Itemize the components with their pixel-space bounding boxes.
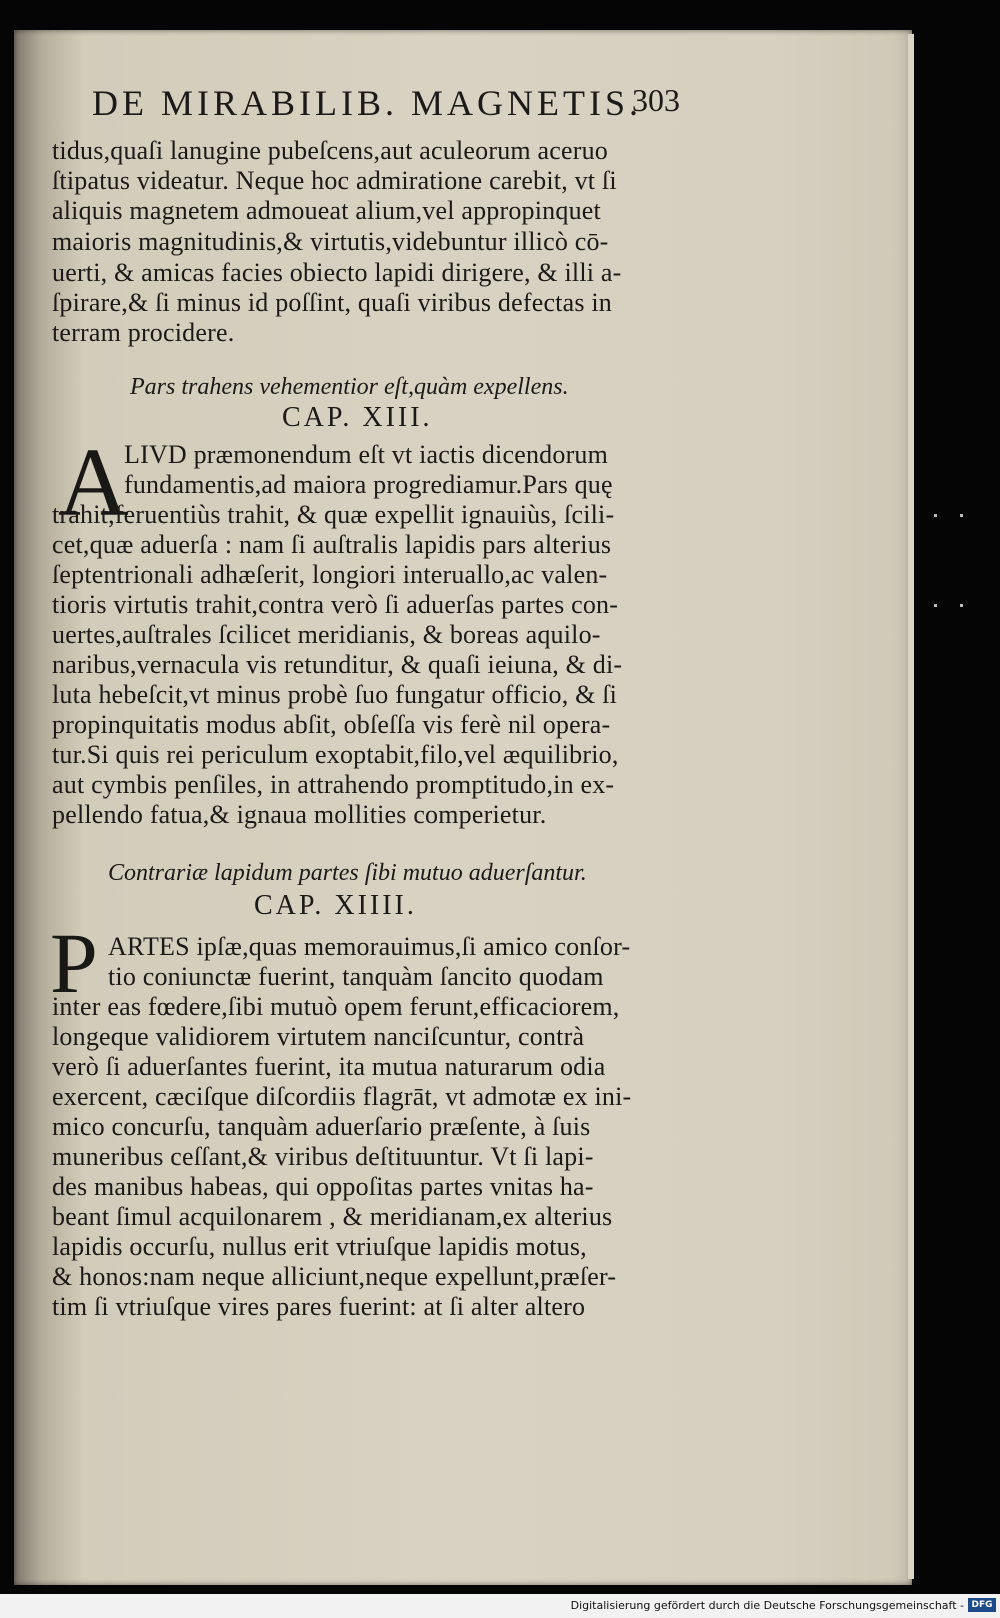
scan-speck bbox=[960, 514, 963, 517]
text-line: aut cymbis penſiles, in attrahendo promptitudo,in ex- bbox=[52, 770, 615, 799]
page-number: 303 bbox=[632, 82, 680, 118]
text-line: fundamentis,ad maiora progrediamur.Pars quę bbox=[124, 470, 613, 499]
text-line: ARTES ipſæ,quas memorauimus,ſi amico conſor- bbox=[108, 932, 631, 961]
chapter-rubric: Pars trahens vehementior eſt,quàm expellens. bbox=[130, 374, 569, 400]
text-line: des manibus habeas, qui oppoſitas partes vnitas ha- bbox=[52, 1172, 594, 1201]
text-line: tim ſi vtriuſque vires pares fuerint: at ſi alter altero bbox=[52, 1292, 586, 1321]
text-line: mico concurſu, tanquàm aduerſario præſente, à ſuis bbox=[52, 1112, 591, 1141]
text-line: tioris virtutis trahit,contra verò ſi aduerſas partes con- bbox=[52, 590, 619, 619]
drop-capital: P bbox=[50, 915, 98, 1011]
text-line: uertes,auſtrales ſcilicet meridianis, & boreas aquilo- bbox=[52, 620, 601, 649]
text-line: cet,quæ aduerſa : nam ſi auſtralis lapidis pars alterius bbox=[52, 530, 612, 559]
text-line: lapidis occurſu, nullus erit vtriuſque lapidis motus, bbox=[52, 1232, 587, 1261]
scan-speck bbox=[960, 604, 963, 607]
scan-speck bbox=[934, 604, 937, 607]
text-line: luta hebeſcit,vt minus probè ſuo fungatur officio, & ſi bbox=[52, 680, 618, 709]
chapter-heading: CAP. XIIII. bbox=[254, 890, 417, 921]
running-title: DE MIRABILIB. MAGNETIS. bbox=[92, 83, 642, 123]
text-line: tur.Si quis rei periculum exoptabit,filo,vel æquilibrio, bbox=[52, 740, 619, 769]
text-line: uerti, & amicas facies obiecto lapidi dirigere, & illi a- bbox=[52, 258, 622, 287]
text-line: ſeptentrionali adhæſerit, longiori interuallo,ac valen- bbox=[52, 560, 608, 589]
drop-capital: A bbox=[58, 429, 129, 537]
text-line: & honos:nam neque alliciunt,neque expellunt,præſer- bbox=[52, 1262, 617, 1291]
dfg-logo: DFG bbox=[968, 1598, 996, 1612]
text-line: terram procidere. bbox=[52, 318, 235, 347]
text-line: verò ſi aduerſantes fuerint, ita mutua naturarum odia bbox=[52, 1052, 606, 1081]
text-line: maioris magnitudinis,& virtutis,videbuntur illicò cō- bbox=[52, 227, 609, 256]
text-line: beant ſimul acquilonarem , & meridianam,ex alterius bbox=[52, 1202, 613, 1231]
text-line: trahit,feruentiùs trahit, & quæ expellit ignauiùs, ſcili- bbox=[52, 500, 615, 529]
text-line: tidus,quaſi lanugine pubeſcens,aut aculeorum aceruo bbox=[52, 136, 609, 165]
funding-credit: Digitalisierung gefördert durch die Deutsche Forschungsgemeinschaft - bbox=[570, 1599, 964, 1612]
page-edge bbox=[908, 34, 914, 1579]
text-line: naribus,vernacula vis retunditur, & quaſi ieiuna, & di- bbox=[52, 650, 623, 679]
text-line: ſpirare,& ſi minus id poſſint, quaſi viribus defectas in bbox=[52, 288, 612, 317]
scan-speck bbox=[934, 514, 937, 517]
text-line: tio coniunctæ fuerint, tanquàm ſancito quodam bbox=[108, 962, 604, 991]
text-line: aliquis magnetem admoueat alium,vel appropinquet bbox=[52, 196, 601, 225]
text-line: exercent, cæciſque diſcordiis flagrāt, vt admotæ ex ini- bbox=[52, 1082, 632, 1111]
text-line: inter eas fœdere,ſibi mutuò opem ferunt,efficaciorem, bbox=[52, 992, 620, 1021]
text-line: pellendo fatua,& ignaua mollities comperietur. bbox=[52, 800, 547, 829]
text-line: ſtipatus videatur. Neque hoc admiratione carebit, vt ſi bbox=[52, 166, 617, 195]
chapter-heading: CAP. XIII. bbox=[282, 402, 433, 433]
text-line: propinquitatis modus abſit, obſeſſa vis ferè nil opera- bbox=[52, 710, 611, 739]
text-line: LIVD præmonendum eſt vt iactis dicendorum bbox=[124, 440, 609, 469]
text-line: muneribus ceſſant,& viribus deſtituuntur. Vt ſi lapi- bbox=[52, 1142, 594, 1171]
chapter-rubric: Contrariæ lapidum partes ſibi mutuo aduerſantur. bbox=[108, 860, 587, 886]
text-line: longeque validiorem virtutem nanciſcuntur, contrà bbox=[52, 1022, 585, 1051]
